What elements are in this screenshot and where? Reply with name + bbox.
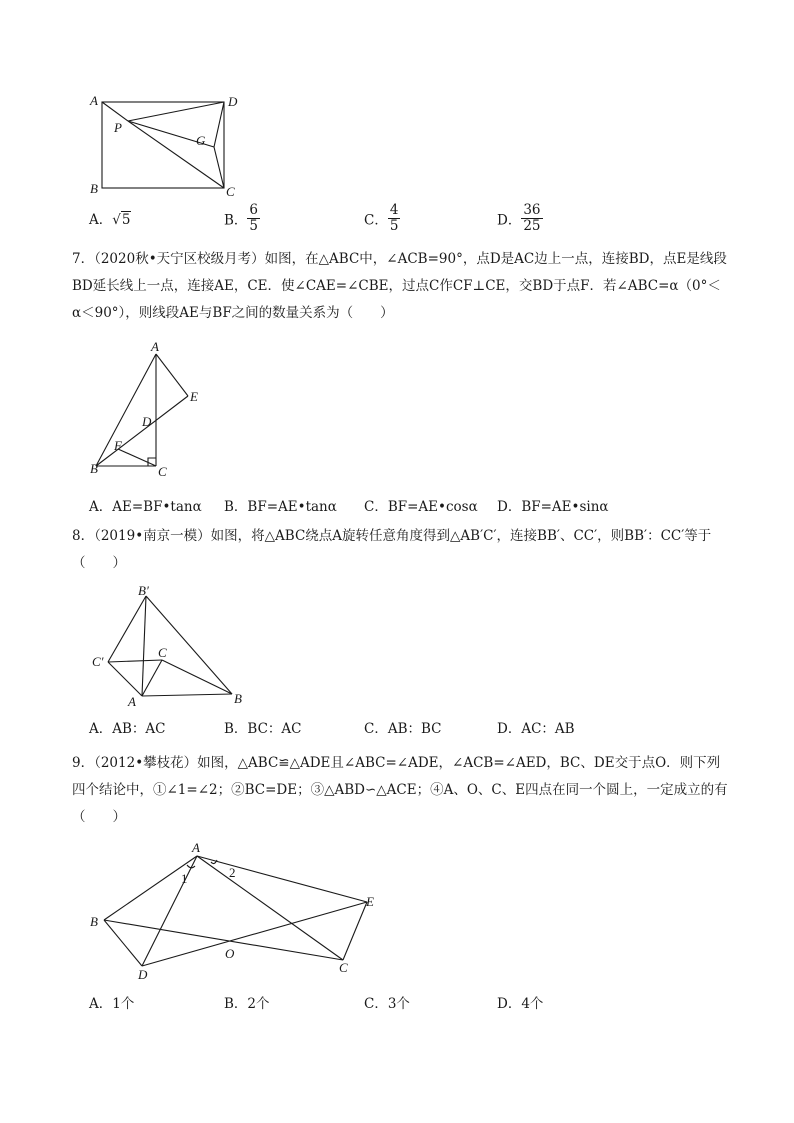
sqrt-5 (112, 212, 131, 228)
q8-label-B: B (234, 691, 242, 706)
frac-numerator: 4 (389, 202, 399, 218)
q6-label-A: A (90, 93, 98, 108)
q9-label-C: C (339, 960, 348, 975)
q6-option-d-label: D． (497, 212, 522, 229)
q7-label-E: E (190, 389, 198, 404)
q8-label-C: C (158, 645, 167, 660)
q9-label-E: E (366, 894, 374, 909)
q9-option-b[interactable]: B．2个 (224, 996, 270, 1012)
q9-label-A: A (192, 840, 200, 855)
frac-denominator: 25 (523, 218, 541, 234)
frac-numerator: 36 (523, 202, 541, 218)
fraction-6-5 (247, 203, 260, 234)
q9-option-c[interactable]: C．3个 (364, 996, 410, 1012)
q8-label-Bprime: B′ (138, 583, 149, 598)
frac-denominator: 5 (389, 218, 399, 234)
q8-label-Cprime: C′ (92, 654, 104, 669)
q7-label-C: C (158, 464, 167, 479)
q8-option-c[interactable]: C．AB：BC (364, 721, 442, 737)
q7-option-a[interactable]: A．AE=BF•tanα (89, 499, 202, 515)
q6-option-b[interactable] (224, 203, 260, 234)
frac-denominator: 5 (249, 218, 259, 234)
q8-option-b[interactable]: B．BC：AC (224, 721, 302, 737)
q8-option-d[interactable]: D．AC：AB (497, 721, 575, 737)
sqrt-symbol: √ (112, 212, 121, 228)
fraction-4-5 (388, 203, 401, 234)
q6-label-B: B (90, 181, 98, 196)
q6-option-a[interactable] (89, 208, 131, 228)
q7-label-D: D (142, 414, 152, 429)
q6-label-P: P (114, 120, 122, 135)
q7-label-F: F (114, 438, 122, 453)
q6-label-D: D (228, 94, 238, 109)
q9-figure (84, 838, 384, 980)
q6-label-G: G (196, 133, 206, 148)
fraction-36-25 (521, 203, 542, 234)
q7-label-B: B (90, 461, 98, 476)
q6-figure (80, 88, 260, 203)
q6-option-d[interactable] (497, 203, 543, 234)
q9-option-a[interactable]: A．1个 (89, 996, 135, 1012)
q6-option-c[interactable] (364, 203, 400, 234)
q8-stem: 8．（2019•南京一模）如图，将△ABC绕点A旋转任意角度得到△AB′C′，连接BB′、CC′，则BB′：CC′等于（ ） (72, 528, 712, 571)
q9-label-O: O (225, 946, 235, 961)
frac-numerator: 6 (249, 202, 259, 218)
q8-label-A: A (128, 694, 136, 709)
q6-label-C: C (226, 184, 235, 199)
q7-option-b[interactable]: B．BF=AE•tanα (224, 499, 337, 515)
q7-option-d[interactable]: D．BF=AE•sinα (497, 499, 609, 515)
q7-stem: 7．（2020秋•天宁区校级月考）如图，在△ABC中，∠ACB=90°，点D是AC边上一点，连接BD，点E是线段BD延长线上一点，连接AE，CE．使∠CAE=∠CBE，过点C作CF⊥CE，交BD于点F．若∠ABC=α（0°＜α＜90°），则线段AE与BF之间的数量关系为（ ） (72, 251, 727, 321)
q6-option-c-label: C． (364, 212, 388, 229)
q6-option-a-label: A． (89, 212, 113, 228)
q6-option-b-label: B． (224, 212, 248, 229)
q9-label-1: 1 (181, 871, 188, 886)
q9-option-d[interactable]: D．4个 (497, 996, 544, 1012)
q9-label-2: 2 (229, 865, 236, 880)
q9-label-B: B (90, 914, 98, 929)
q7-label-A: A (151, 342, 159, 354)
q7-figure (80, 342, 220, 482)
q8-option-a[interactable]: A．AB：AC (89, 721, 166, 737)
q7-option-c[interactable]: C．BF=AE•cosα (364, 499, 478, 515)
q9-label-D: D (138, 967, 148, 980)
q9-stem: 9．（2012•攀枝花）如图，△ABC≌△ADE且∠ABC=∠ADE，∠ACB=∠AED，BC、DE交于点O．则下列四个结论中，①∠1=∠2；②BC=DE；③△ABD∽△ACE；④A、O、C、E四点在同一个圆上，一定成立的有（ ） (72, 755, 728, 825)
q8-figure (88, 582, 258, 710)
sqrt-radicand: 5 (121, 212, 131, 228)
